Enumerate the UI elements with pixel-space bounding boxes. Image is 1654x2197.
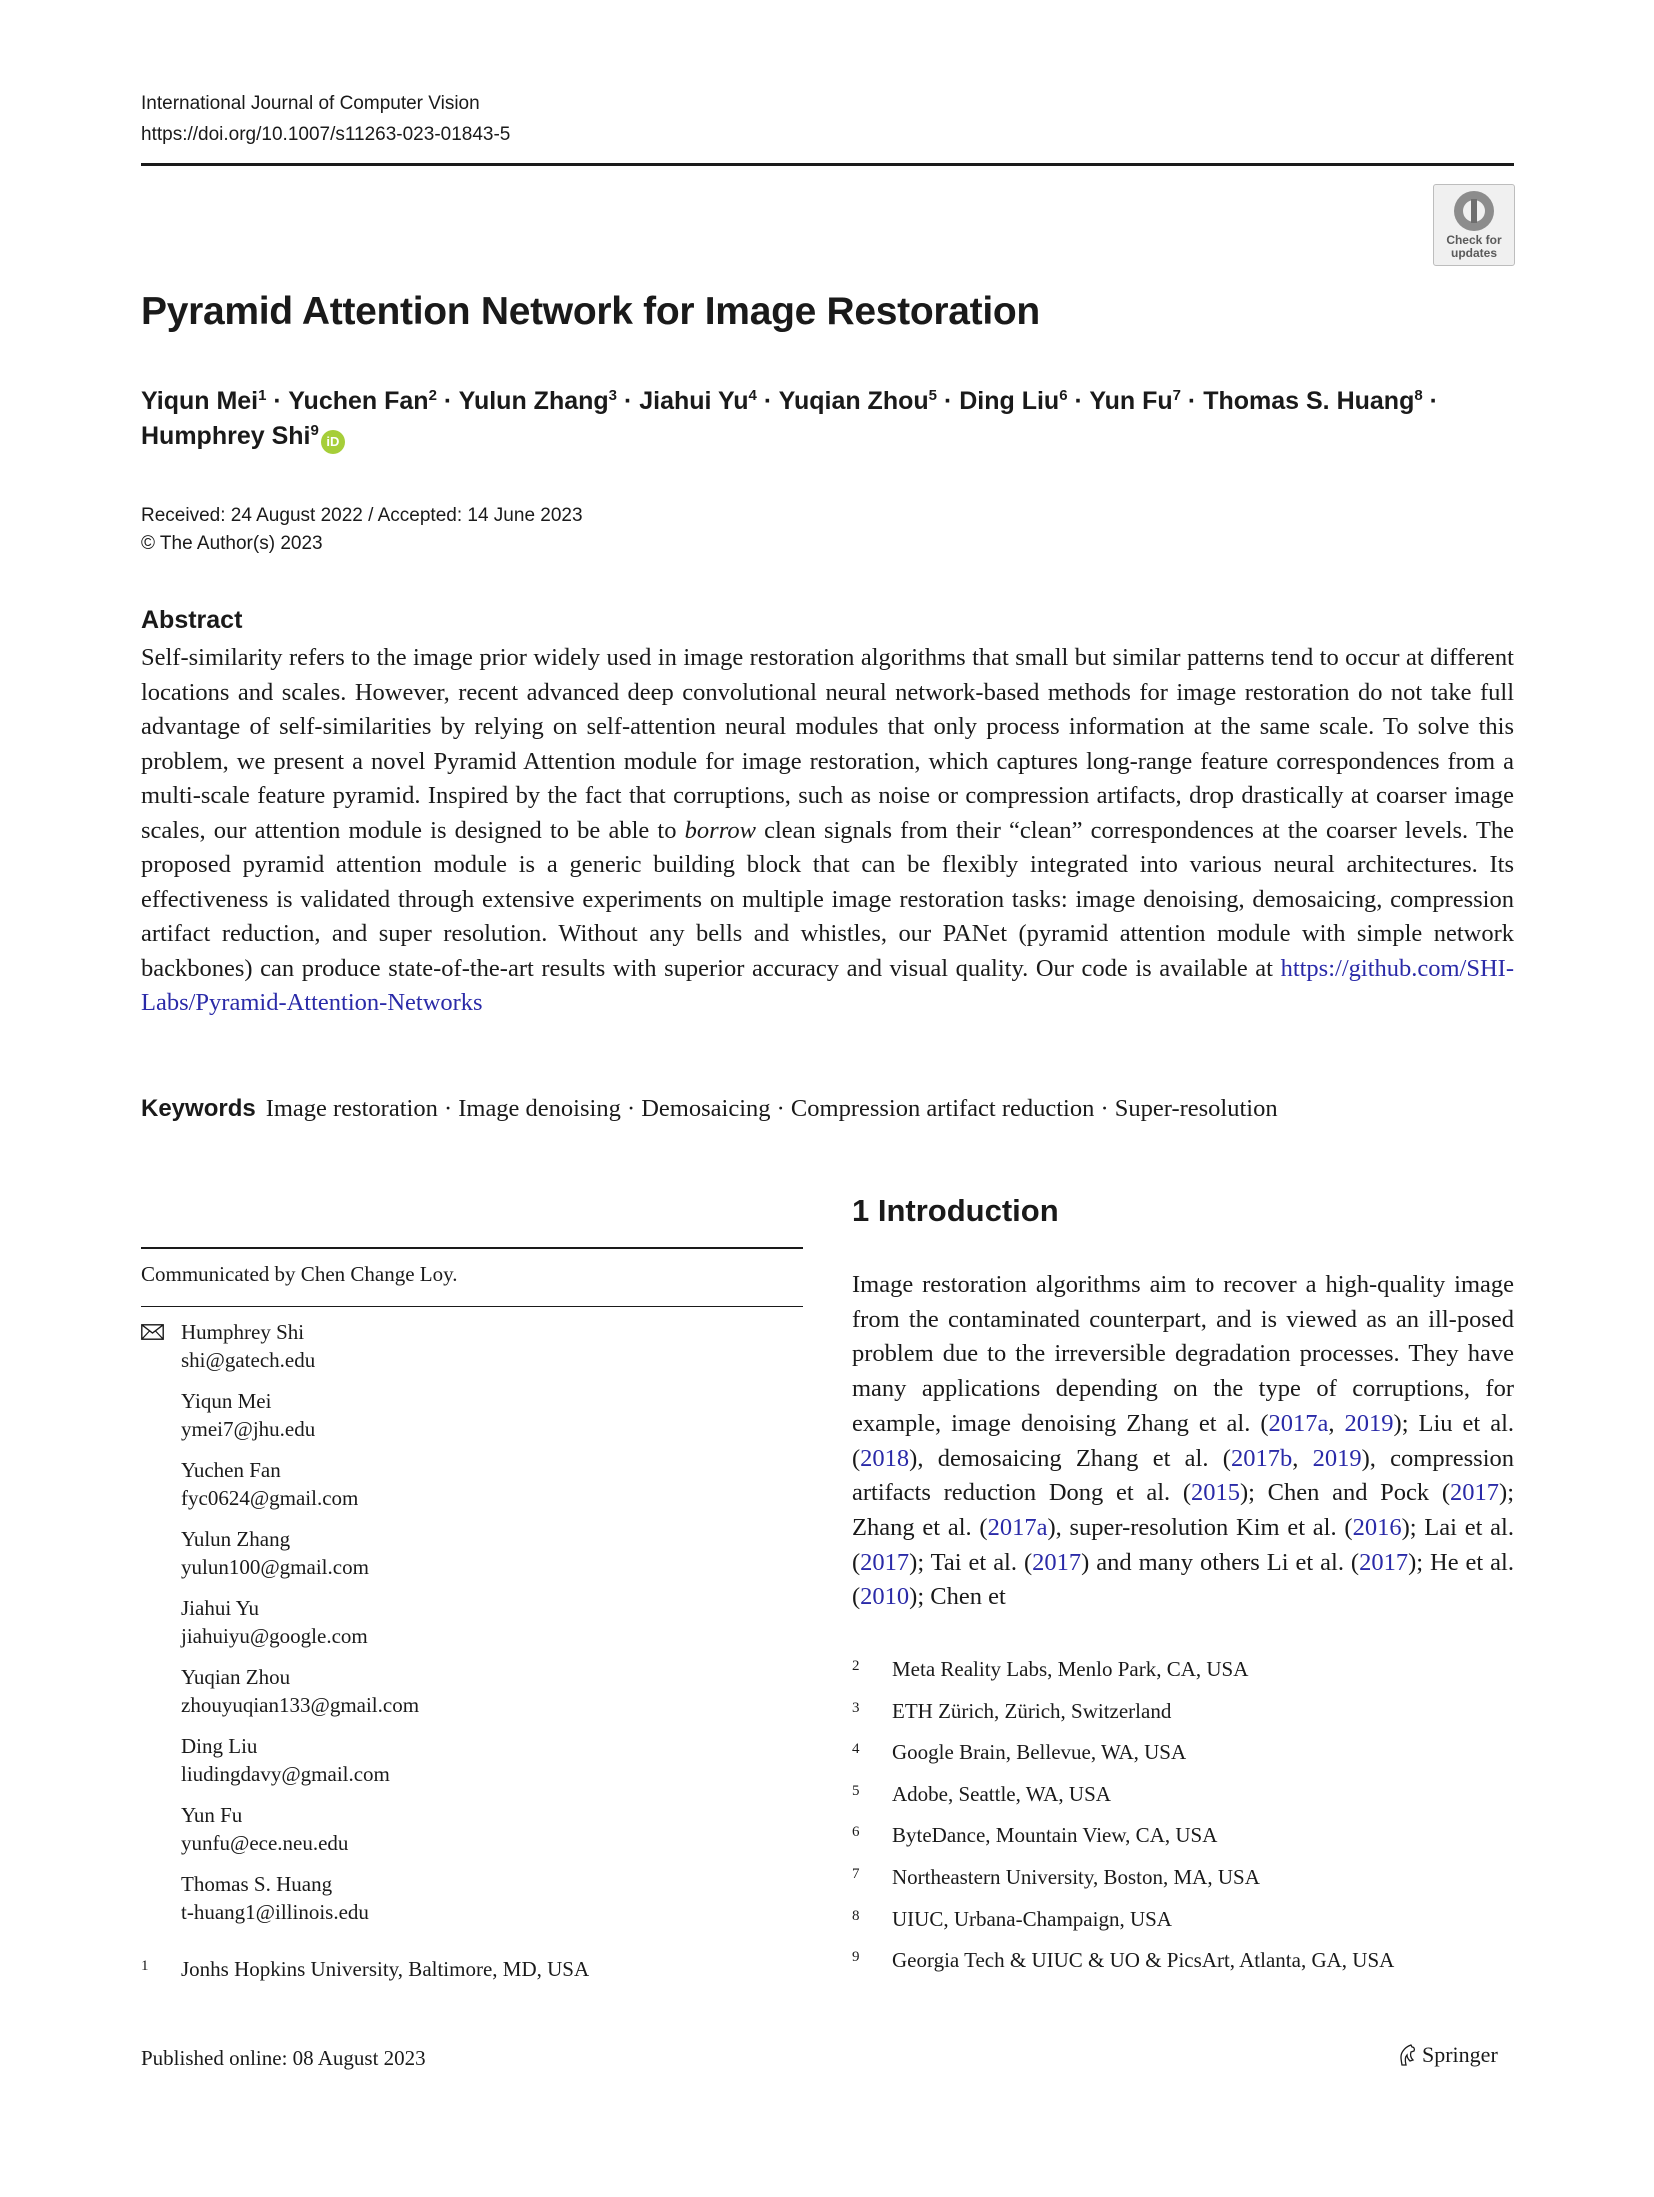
introduction-text-run: ); Zhang et al. ( [852,1479,1514,1541]
affiliation-5 [852,1782,1394,1824]
contact-email[interactable]: liudingdavy@gmail.com [181,1762,390,1786]
contact-email[interactable]: t-huang1@illinois.edu [181,1900,369,1924]
affiliation-text: Google Brain, Bellevue, WA, USA [892,1740,1187,1765]
published-online: Published online: 08 August 2023 [141,2046,426,2070]
citation-link[interactable]: 2017 [860,1548,910,1576]
author-name: Yiqun Mei [141,387,259,415]
citation-link[interactable]: 2017 [1032,1548,1082,1576]
affiliation-4 [852,1740,1394,1782]
affiliation-9 [852,1948,1394,1990]
dates-block [141,502,583,558]
affiliation-number: 7 [852,1865,860,1882]
crossmark-label: Check for updates [1446,233,1502,260]
author-affiliation-number: 7 [1172,387,1181,404]
author[interactable] [779,387,937,415]
author[interactable] [959,387,1067,415]
author-name: Jiahui Yu [639,387,749,415]
code-repo-link[interactable]: https://github.com/SHI-Labs/Pyramid-Attention-Networks [141,954,1514,1016]
contact-name: Yun Fu [181,1803,243,1827]
citation-link[interactable]: 2019 [1344,1409,1394,1437]
introduction-text-run: Image restoration algorithms aim to recover a high-quality image from the contaminated counterpart, and is viewed as an ill-posed problem due to the irreversible degradation processes. They have many applications depending on the type of corruptions, for example, image denoising Zhang et al. ( [852,1271,1514,1437]
journal-name: International Journal of Computer Vision [141,93,480,114]
affiliation-6 [852,1823,1394,1865]
author[interactable] [141,387,266,415]
contact-email[interactable]: shi@gatech.edu [181,1348,316,1372]
affiliation-text: Adobe, Seattle, WA, USA [892,1781,1111,1806]
contact-entry [181,1525,419,1581]
citation-link[interactable]: 2017b [1230,1444,1293,1472]
abstract-italic: borrow [684,816,756,844]
introduction-text-run: ); Chen and Pock ( [1240,1479,1451,1507]
affiliation-2 [852,1657,1394,1699]
citation-link[interactable]: 2010 [860,1583,910,1611]
contact-entry [181,1801,419,1857]
contact-name: Ding Liu [181,1734,258,1758]
contact-email[interactable]: yunfu@ece.neu.edu [181,1831,349,1855]
author-affiliation-number: 8 [1414,387,1423,404]
author-affiliation-number: 4 [748,387,757,404]
affiliation-text: Georgia Tech & UIUC & UO & PicsArt, Atlanta, GA, USA [892,1948,1395,1973]
author-name: Ding Liu [959,387,1060,415]
affiliation-number: 6 [852,1824,860,1841]
communicated-by: Communicated by Chen Change Loy. [141,1262,458,1286]
introduction-text-run: ); Lai et al. ( [852,1513,1514,1576]
author-affiliation-number: 3 [608,387,618,404]
introduction-text-run: , [1328,1409,1345,1437]
affiliation-text: ByteDance, Mountain View, CA, USA [892,1823,1218,1848]
introduction-text [852,1268,1514,1615]
introduction-text-run: ); He et al. ( [852,1548,1514,1611]
author[interactable] [1089,387,1181,415]
citation-link[interactable]: 2019 [1312,1444,1362,1472]
author-list: Yiqun Mei$^1$ · Yuchen Fan$^2$ · Yulun Zhang$^3$ · Jiahui $Yu^4$ · Yuqian Zhou$^5$ · Ding Liu$^6$ · Yun $Fu^7$ · Thomas S. Huang$^8$ · Humphrey Shi$^9$iD [141,384,1531,454]
citation-link[interactable]: 2015 [1191,1479,1241,1507]
citation-link[interactable]: 2017 [1450,1479,1500,1507]
author[interactable] [1203,387,1422,415]
crossmark-icon [1454,191,1494,231]
contact-name: Yuchen Fan [181,1458,281,1482]
affiliation-number: 1 [141,1958,149,1974]
contact-email[interactable]: zhouyuqian133@gmail.com [181,1693,420,1717]
contact-name: Jiahui Yu [181,1596,259,1620]
affiliation-text: UIUC, Urbana-Champaign, USA [892,1906,1172,1931]
contact-entry [181,1387,419,1443]
contact-name: Yuqian Zhou [181,1665,291,1689]
contact-entry [181,1456,419,1512]
citation-link[interactable]: 2016 [1352,1513,1402,1541]
affiliation-text: ETH Zürich, Zürich, Switzerland [892,1698,1172,1723]
citation-link[interactable]: 2017a [1268,1409,1329,1437]
affiliation-number: 9 [852,1949,860,1966]
contact-entry [181,1318,419,1374]
author-affiliation-number: 6 [1059,387,1068,404]
affiliation-number: 4 [852,1741,860,1758]
affiliation-8 [852,1907,1394,1949]
doi-link[interactable]: https://doi.org/10.1007/s11263-023-01843-5 [141,124,511,145]
author[interactable] [141,422,319,450]
contact-name: Thomas S. Huang [181,1872,333,1896]
author-name: Yulun Zhang [458,387,609,415]
author-affiliation-number: 9 [310,422,319,439]
author-name: Humphrey Shi [141,422,311,450]
contact-name: Yulun Zhang [181,1527,291,1551]
introduction-text-run: ); Chen et [909,1583,1006,1611]
introduction-text-run: ); Tai et al. ( [909,1548,1033,1576]
contact-email[interactable]: ymei7@jhu.edu [181,1417,316,1441]
affiliation-number: 2 [852,1658,860,1674]
introduction-text-run: ), demosaicing Zhang et al. ( [909,1444,1231,1472]
author[interactable] [639,387,757,415]
author-name: Yun Fu [1089,387,1173,415]
copyright-notice: © The Author(s) 2023 [141,533,323,554]
publisher-logo [1396,2042,1498,2068]
author-affiliation-number: 5 [928,387,937,404]
contact-email[interactable]: yulun100@gmail.com [181,1555,369,1579]
contact-entry [181,1732,419,1788]
footnote-divider [141,1306,803,1307]
citation-link[interactable]: 2017a [987,1513,1048,1541]
author-name: Yuqian Zhou [778,387,929,415]
footnote-rule [141,1247,803,1249]
author-name: Yuchen Fan [288,387,429,415]
affiliation-text: Jonhs Hopkins University, Baltimore, MD, USA [181,1957,590,1981]
author[interactable] [459,387,617,415]
affiliation-text: Northeastern University, Boston, MA, USA [892,1864,1260,1889]
publisher-name: Springer [1422,2042,1498,2067]
paper-title: Pyramid Attention Network for Image Restoration [141,290,1040,333]
keywords-heading: Keywords [141,1095,256,1122]
affiliation-number: 8 [852,1907,860,1924]
contact-name: Yiqun Mei [181,1389,272,1413]
abstract-heading: Abstract [141,606,243,634]
author[interactable] [288,387,437,415]
contact-entry [181,1594,419,1650]
author-affiliation-number: 2 [428,387,437,404]
keywords [141,1092,1278,1126]
introduction-text-run: ), super-resolution Kim et al. ( [1047,1513,1353,1541]
introduction-text-run: ); Liu et al. ( [852,1409,1515,1472]
citation-link[interactable]: 2018 [860,1444,910,1472]
affiliation-3 [852,1699,1394,1741]
keywords-list: Image restoration · Image denoising · Demosaicing · Compression artifact reduction · Super-resolution [265,1095,1278,1122]
orcid-icon[interactable]: iD [321,430,345,454]
introduction-text-run: ), compression artifacts reduction Dong et al. ( [852,1444,1514,1507]
abstract-text: Self-similarity refers to the image prior widely used in image restoration algorithms that small but similar patterns tend to occur at different locations and scales. However, recent advanced deep convolutional neural network-based methods for image restoration do not take full advantage of self-similarities by relying on self-attention neural modules that only process information at the same scale. To solve this problem, we present a novel Pyramid Attention module for image restoration, which captures long-range feature correspondences from a multi-scale feature pyramid. Inspired by the fact that corruptions, such as noise or compression artifacts, drop drastically at coarser image scales, our attention module is designed to be able to borrow clean signals from their “clean” correspondences at the coarser levels. The proposed pyramid attention module is a generic building block that can be flexibly integrated into various neural architectures. Its effectiveness is validated through extensive experiments on multiple image restoration tasks: image denoising, demosaicing, compression artifact reduction, and super resolution. Without any bells and whistles, our PANet (pyramid attention module with simple network backbones) can produce state-of-the-art results with superior accuracy and visual quality. Our code is available at https://github.com/SHI-Labs/Pyramid-Attention-Networks [141,644,1514,1016]
introduction-text-run: , [1292,1444,1313,1472]
header-rule [141,163,1514,166]
affiliation-number: 5 [852,1782,860,1799]
contact-list [181,1318,419,1939]
journal-header [141,88,510,150]
contact-entry [181,1663,419,1719]
affiliation-1 [141,1957,589,1982]
introduction-heading: 1 Introduction [852,1193,1059,1228]
contact-email[interactable]: fyc0624@gmail.com [181,1486,359,1510]
affiliation-7 [852,1865,1394,1907]
author-name: Thomas S. Huang [1203,387,1415,415]
introduction-text-run: ) and many others Li et al. ( [1081,1548,1360,1576]
envelope-icon [141,1324,164,1340]
affiliation-number: 3 [852,1699,860,1716]
received-accepted-dates: Received: 24 August 2022 / Accepted: 14 June 2023 [141,505,583,526]
contact-email[interactable]: jiahuiyu@google.com [181,1624,368,1648]
contact-name: Humphrey Shi [181,1320,305,1344]
affiliation-text: Meta Reality Labs, Menlo Park, CA, USA [892,1657,1249,1681]
author-affiliation-number: 1 [258,387,267,404]
check-for-updates-badge[interactable] [1433,184,1515,266]
citation-link[interactable]: 2017 [1359,1548,1409,1576]
affiliation-list [852,1657,1394,1990]
springer-horse-icon [1396,2043,1418,2067]
contact-entry [181,1870,419,1926]
